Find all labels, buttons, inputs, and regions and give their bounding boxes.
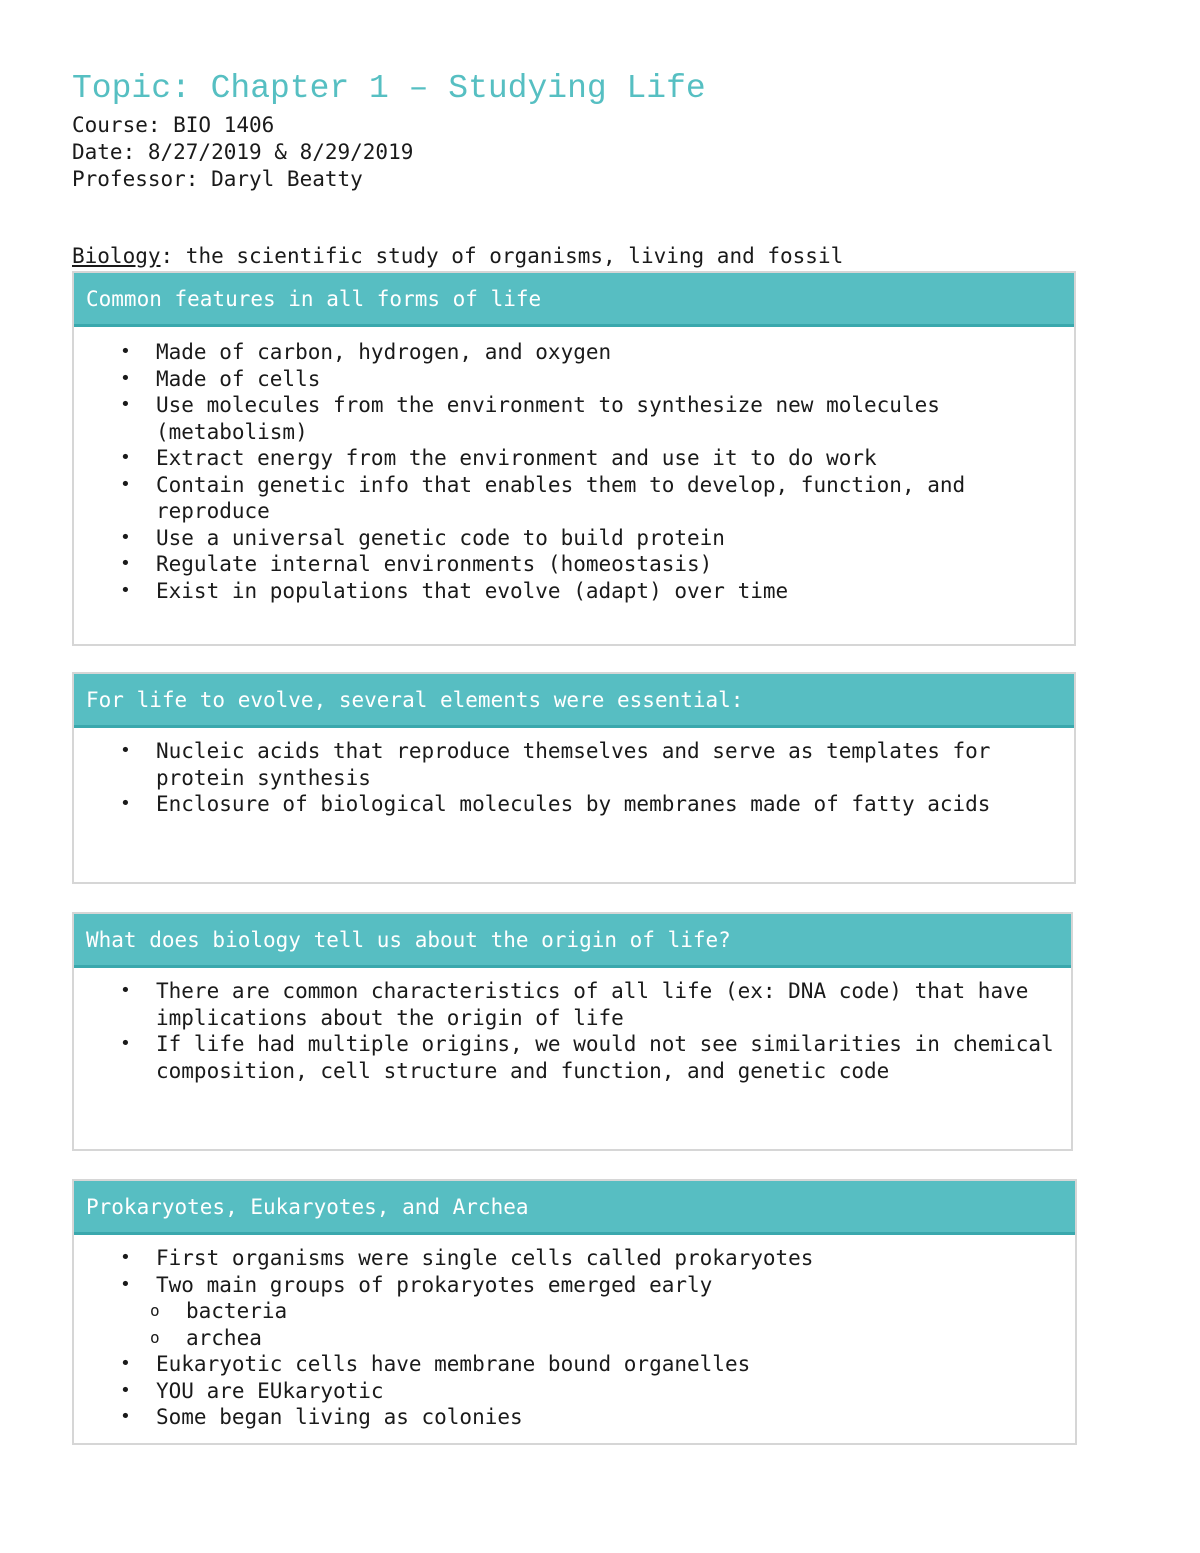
bullet-icon: • xyxy=(120,553,131,574)
bullet-icon: • xyxy=(120,367,131,389)
definition-text: : the scientific study of organisms, living and fossil xyxy=(160,244,844,268)
bullet-icon: • xyxy=(120,341,131,362)
section-prokaryotes-eukaryotes xyxy=(72,1179,1077,1445)
section-origin-of-life xyxy=(72,912,1073,1151)
bullet-icon: • xyxy=(120,526,131,548)
course-line: Course: BIO 1406 xyxy=(72,113,275,137)
bullet-icon: • xyxy=(120,473,131,495)
bullet-icon: • xyxy=(120,1273,131,1295)
list-item: • There are common characteristics of all life (ex: DNA code) that have implications about the origin of life xyxy=(120,979,1029,1030)
page-title: Topic: Chapter 1 – Studying Life xyxy=(72,70,706,107)
professor-line: Professor: Daryl Beatty xyxy=(72,167,363,191)
bullet-list xyxy=(114,1245,1065,1298)
list-item: • First organisms were single cells called prokaryotes xyxy=(120,1246,814,1270)
circle-bullet-icon: o xyxy=(150,1301,160,1320)
list-item: • Use molecules from the environment to synthesize new molecules (metabolism) xyxy=(120,393,940,444)
page-header xyxy=(72,66,1082,270)
list-item: • Exist in populations that evolve (adapt) over time xyxy=(120,578,789,603)
list-item: • Made of cells xyxy=(120,366,321,391)
list-item: • Two main groups of prokaryotes emerged early xyxy=(120,1272,713,1297)
list-item: • YOU are EUkaryotic xyxy=(120,1378,384,1403)
list-item: • Extract energy from the environment and use it to do work xyxy=(120,446,877,470)
list-item: • Enclosure of biological molecules by membranes made of fatty acids xyxy=(120,792,991,816)
date-line: Date: 8/27/2019 & 8/29/2019 xyxy=(72,140,414,164)
bullet-icon: • xyxy=(120,579,131,601)
section-title: What does biology tell us about the origin of life? xyxy=(74,914,1071,968)
circle-bullet-icon: o xyxy=(150,1327,160,1347)
definition-term: Biology xyxy=(72,244,161,268)
bullet-icon: • xyxy=(120,1353,131,1374)
bullet-icon: • xyxy=(120,394,131,415)
list-item: • Some began living as colonies xyxy=(120,1405,523,1429)
bullet-icon: • xyxy=(120,1406,131,1427)
bullet-list xyxy=(114,339,1064,604)
section-essential-elements xyxy=(72,672,1076,884)
bullet-list xyxy=(114,738,1064,818)
bullet-list xyxy=(114,978,1061,1084)
section-common-features xyxy=(72,271,1076,646)
bullet-icon: • xyxy=(120,793,131,814)
bullet-icon: • xyxy=(120,1247,131,1268)
sub-list-item: o archea xyxy=(150,1325,262,1350)
list-item: • Made of carbon, hydrogen, and oxygen xyxy=(120,340,612,364)
list-item: • If life had multiple origins, we would not see similarities in chemical composition, cell structure and function, and genetic code xyxy=(120,1032,1054,1083)
list-item: • Regulate internal environments (homeostasis) xyxy=(120,552,713,576)
biology-definition xyxy=(72,243,1082,270)
list-item: • Contain genetic info that enables them to develop, function, and reproduce xyxy=(120,472,966,523)
list-item: • Eukaryotic cells have membrane bound organelles xyxy=(120,1352,751,1376)
bullet-list xyxy=(114,1351,1065,1431)
bullet-icon: • xyxy=(120,1033,131,1054)
section-title: Common features in all forms of life xyxy=(74,273,1074,327)
bullet-icon: • xyxy=(120,740,131,761)
bullet-icon: • xyxy=(120,1379,131,1401)
bullet-icon: • xyxy=(120,980,131,1001)
bullet-icon: • xyxy=(120,447,131,468)
list-item: • Nucleic acids that reproduce themselves and serve as templates for protein synthesis xyxy=(120,739,991,790)
sub-list-item: o bacteria xyxy=(150,1299,288,1323)
sub-bullet-list xyxy=(114,1298,1065,1351)
list-item: • Use a universal genetic code to build protein xyxy=(120,525,725,550)
section-title: For life to evolve, several elements were essential: xyxy=(74,674,1074,728)
section-title: Prokaryotes, Eukaryotes, and Archea xyxy=(74,1181,1075,1235)
